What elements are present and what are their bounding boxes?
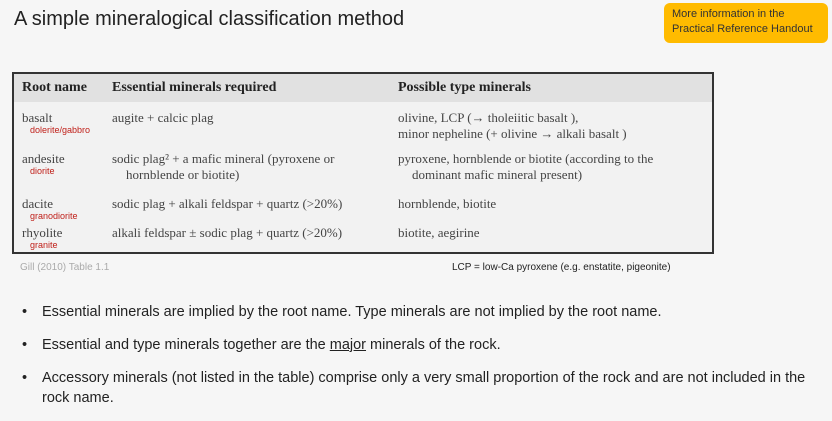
essential-text: hornblende or biotite) — [126, 167, 240, 182]
header-root-name: Root name — [22, 80, 87, 95]
bullet-item: • Essential minerals are implied by the root name. Type minerals are not implied by the root name. — [20, 302, 810, 322]
bullet-item — [20, 335, 810, 355]
bullet-list — [20, 302, 810, 421]
header-type: Possible type minerals — [398, 80, 531, 95]
table-row-basalt-root — [22, 111, 90, 136]
essential-cell — [112, 226, 342, 240]
type-cell — [398, 226, 480, 240]
type-text: pyroxene, hornblende or biotite (according to the — [398, 151, 654, 166]
plutonic-equivalent: granodiorite — [30, 211, 78, 221]
essential-cell — [112, 111, 214, 125]
info-callout — [664, 3, 828, 43]
bullet-text: minerals of the rock. — [366, 337, 501, 353]
plutonic-equivalent: dolerite/gabbro — [30, 125, 91, 135]
type-text: olivine, LCP (→ tholeiitic basalt ), — [398, 110, 579, 125]
info-line-2: Practical Reference Handout — [672, 23, 813, 35]
plutonic-equivalent: granite — [30, 240, 58, 250]
info-line-1: More information in the — [672, 8, 785, 20]
type-text: biotite, aegirine — [398, 225, 480, 240]
essential-text: alkali feldspar ± sodic plag + quartz (>20%) — [112, 225, 343, 240]
type-text: hornblende, biotite — [398, 196, 497, 211]
plutonic-equivalent: diorite — [30, 166, 55, 176]
root-name: dacite — [22, 196, 54, 211]
root-name: rhyolite — [22, 225, 63, 240]
table-source: Gill (2010) Table 1.1 — [20, 262, 110, 273]
header-essential: Essential minerals required — [112, 80, 277, 95]
slide-title: A simple mineralogical classification method — [14, 8, 405, 30]
underlined-word: major — [329, 337, 367, 353]
table-header — [14, 74, 712, 102]
root-name: basalt — [22, 110, 53, 125]
bullet-item: • Accessory minerals (not listed in the table) comprise only a very small proportion of the rock and are not included in the rock name. — [20, 368, 810, 408]
essential-text: sodic plag² + a mafic mineral (pyroxene or — [112, 151, 335, 166]
table-row-dacite-root — [22, 197, 78, 222]
type-text: dominant mafic mineral present) — [412, 167, 583, 182]
bullet-text: Essential and type minerals together are the — [42, 337, 330, 353]
type-cell — [398, 152, 653, 182]
lcp-footnote: LCP = low-Ca pyroxene (e.g. enstatite, pigeonite) — [452, 262, 671, 273]
root-name: andesite — [22, 151, 65, 166]
table-row-rhyolite-root — [22, 226, 62, 251]
table-row-andesite-root — [22, 152, 65, 177]
essential-text: augite + calcic plag — [112, 110, 214, 125]
classification-table — [12, 72, 714, 254]
essential-cell — [112, 197, 342, 211]
type-cell — [398, 111, 627, 141]
type-cell — [398, 197, 496, 211]
essential-cell — [112, 152, 334, 182]
type-text: minor nepheline (+ olivine → alkali basalt ) — [398, 126, 627, 141]
essential-text: sodic plag + alkali feldspar + quartz (>20%) — [112, 196, 343, 211]
